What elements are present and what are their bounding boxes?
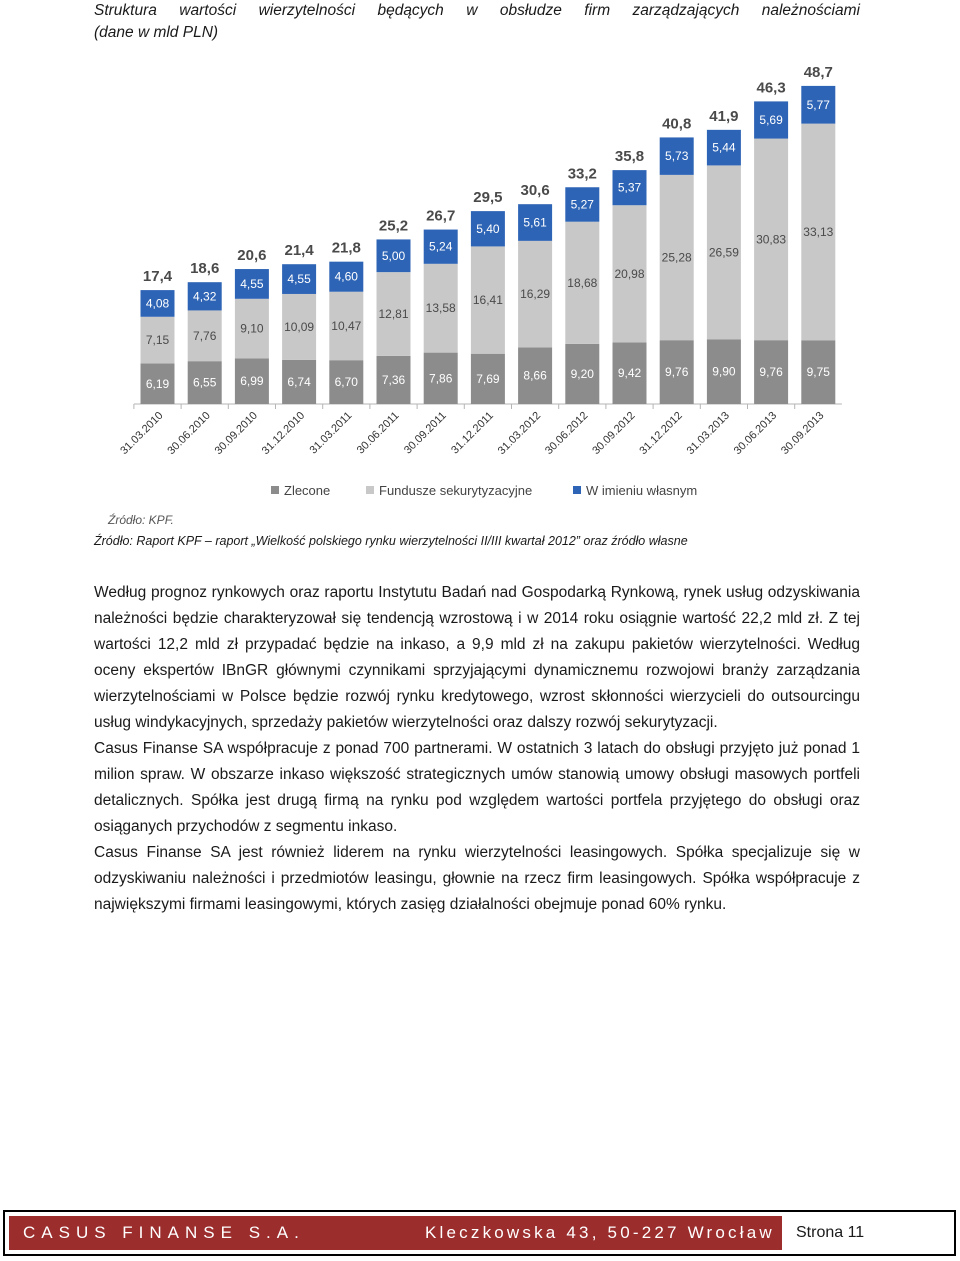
segment-value-label: 5,24 — [429, 239, 453, 254]
total-value-label: 18,6 — [190, 260, 220, 278]
segment-value-label: 6,99 — [240, 374, 264, 389]
caption-word: zarządzających — [632, 2, 740, 19]
segment-value-label: 10,47 — [331, 318, 362, 333]
x-tick-label: 30.09.2011 — [401, 409, 449, 457]
segment-value-label: 9,20 — [570, 366, 594, 381]
caption-word: będących — [377, 2, 444, 19]
caption-word: wierzytelności — [258, 2, 356, 19]
segment-value-label: 6,19 — [145, 376, 170, 391]
segment-value-label: 5,40 — [476, 221, 500, 236]
segment-value-label: 6,74 — [287, 374, 311, 389]
x-tick-label: 30.09.2013 — [779, 409, 827, 458]
segment-value-label: 9,75 — [806, 365, 830, 380]
legend-swatch — [573, 486, 581, 494]
caption-word: obsłudze — [499, 2, 562, 19]
legend-swatch — [271, 486, 279, 494]
total-value-label: 20,6 — [237, 247, 267, 265]
source-note: Źródło: Raport KPF – raport „Wielkość polskiego rynku wierzytelności II/III kwartał 2012” oraz źródło własne — [94, 534, 688, 548]
caption-word: należnościami — [761, 2, 860, 19]
total-value-label: 17,4 — [142, 268, 173, 286]
segment-value-label: 4,08 — [145, 296, 170, 311]
segment-value-label: 30,83 — [756, 232, 787, 247]
segment-value-label: 33,13 — [803, 224, 834, 239]
segment-value-label: 7,36 — [381, 372, 406, 387]
segment-value-label: 5,44 — [712, 140, 736, 155]
total-value-label: 40,8 — [662, 115, 692, 133]
segment-value-label: 26,59 — [708, 245, 739, 260]
paragraph: Casus Finanse SA jest również liderem na rynku wierzytelności leasingowych. Spółka specjalizuje się w odzyskiwaniu należności i przedmiotów leasingu, głownie na rzecz firm leasingowych. Spółka współpracuje z największymi firmami leasingowymi, których zasięg działalności obejmuje ponad 60% rynku. — [94, 844, 860, 913]
footer-page-number: Strona 11 — [782, 1216, 950, 1250]
x-tick-label: 30.06.2013 — [731, 409, 780, 458]
page-footer — [3, 1210, 956, 1256]
segment-value-label: 5,61 — [523, 215, 547, 230]
segment-value-label: 5,77 — [806, 97, 830, 112]
total-value-label: 21,8 — [331, 239, 361, 257]
segment-value-label: 9,10 — [240, 321, 264, 336]
legend-label: W imieniu własnym — [586, 483, 698, 498]
legend-label: Zlecone — [284, 483, 331, 498]
segment-value-label: 20,98 — [614, 266, 645, 281]
segment-value-label: 4,55 — [287, 272, 311, 287]
total-value-label: 41,9 — [709, 107, 739, 125]
caption-word: Struktura — [94, 2, 157, 19]
segment-value-label: 9,76 — [665, 365, 689, 380]
legend-label: Fundusze sekurytyzacyjne — [379, 483, 533, 498]
caption-word: w — [466, 2, 478, 19]
segment-value-label: 8,66 — [523, 368, 547, 383]
segment-value-label: 10,09 — [284, 319, 315, 334]
segment-value-label: 25,28 — [661, 250, 692, 265]
total-value-label: 30,6 — [520, 182, 550, 200]
segment-value-label: 5,73 — [665, 149, 689, 164]
footer-company: CASUS FINANSE S.A. — [23, 1223, 305, 1242]
segment-value-label: 5,27 — [570, 197, 594, 212]
x-tick-label: 31.03.2012 — [495, 409, 544, 458]
x-tick-label: 30.06.2011 — [354, 409, 402, 457]
segment-value-label: 5,69 — [759, 113, 783, 128]
total-value-label: 48,7 — [803, 63, 833, 81]
x-tick-label: 30.09.2010 — [212, 409, 261, 458]
segment-value-label: 9,90 — [712, 364, 736, 379]
segment-value-label: 7,69 — [476, 371, 500, 386]
footer-band — [9, 1216, 950, 1250]
x-tick-label: 31.03.2013 — [684, 409, 733, 458]
x-tick-label: 31.03.2010 — [118, 409, 166, 458]
total-value-label: 33,2 — [567, 165, 597, 183]
segment-value-label: 4,55 — [240, 276, 264, 291]
caption-word: firm — [584, 2, 611, 19]
x-tick-label: 30.06.2012 — [543, 409, 591, 458]
paragraph: Casus Finanse SA współpracuje z ponad 700 partnerami. W ostatnich 3 latach do obsługi przyjęto już ponad 1 milion spraw. W obszarze inkaso większość strategicznych umów stanowią umowy obsługi masowych portfeli detalicznych. Spółka jest drugą firmą na rynku pod względem wartości portfela przyjętego do obsługi oraz osiąganych przychodów z segmentu inkaso. — [94, 740, 860, 835]
total-value-label: 26,7 — [426, 207, 456, 225]
x-tick-label: 30.06.2010 — [165, 409, 213, 458]
x-tick-label: 31.12.2011 — [449, 409, 497, 457]
total-value-label: 35,8 — [614, 148, 645, 166]
segment-value-label: 16,41 — [472, 293, 503, 308]
x-tick-label: 31.12.2012 — [637, 409, 685, 458]
segment-value-label: 13,58 — [425, 301, 456, 316]
total-value-label: 25,2 — [378, 217, 409, 235]
segment-value-label: 6,70 — [334, 375, 358, 390]
total-value-label: 29,5 — [473, 189, 503, 207]
segment-value-label: 4,32 — [193, 289, 217, 304]
segment-value-label: 5,00 — [381, 248, 406, 263]
segment-value-label: 4,60 — [334, 269, 358, 284]
segment-value-label: 12,81 — [378, 306, 409, 321]
x-tick-label: 31.03.2011 — [307, 409, 355, 457]
segment-value-label: 7,15 — [145, 333, 170, 348]
segment-value-label: 18,68 — [567, 275, 598, 290]
total-value-label: 21,4 — [284, 242, 314, 260]
x-tick-label: 30.09.2012 — [590, 409, 638, 458]
chart-source-label: Źródło: KPF. — [108, 513, 174, 527]
segment-value-label: 7,76 — [193, 328, 217, 343]
segment-value-label: 7,86 — [429, 371, 453, 386]
caption-line-2: (dane w mld PLN) — [94, 24, 219, 41]
total-value-label: 46,3 — [756, 79, 786, 97]
segment-value-label: 9,42 — [617, 366, 642, 381]
legend-swatch — [366, 486, 374, 494]
segment-value-label: 9,76 — [759, 365, 783, 380]
stacked-bar-chart — [0, 0, 960, 530]
segment-value-label: 5,37 — [617, 180, 642, 195]
footer-address: Kleczkowska 43, 50-227 Wrocław — [425, 1223, 775, 1242]
caption-word: wartości — [179, 2, 237, 19]
segment-value-label: 6,55 — [193, 375, 217, 390]
x-tick-label: 31.12.2010 — [259, 409, 308, 458]
body-text — [94, 580, 860, 918]
paragraph: Według prognoz rynkowych oraz raportu Instytutu Badań nad Gospodarką Rynkową, rynek usług odzyskiwania należności będzie charakteryzował się tendencją wzrostową i w 2014 roku osiągnie wartość 22,2 mld zł. Z tej wartości 12,2 mld zł przypadać będzie na inkaso, a 9,9 mld zł na zakupu pakietów wierzytelności. Według oceny ekspertów IBnGR głównymi czynnikami sprzyjającymi dynamicznemu rozwojowi branży zarządzania wierzytelnościami w Polsce będzie rozwój rynku kredytowego, wzrost skłonności wierzycieli do outsourcingu usług windykacyjnych, sprzedaży pakietów wierzytelności oraz dalszy rozwój sekurytyzacji. — [94, 584, 860, 731]
segment-value-label: 16,29 — [520, 287, 551, 302]
